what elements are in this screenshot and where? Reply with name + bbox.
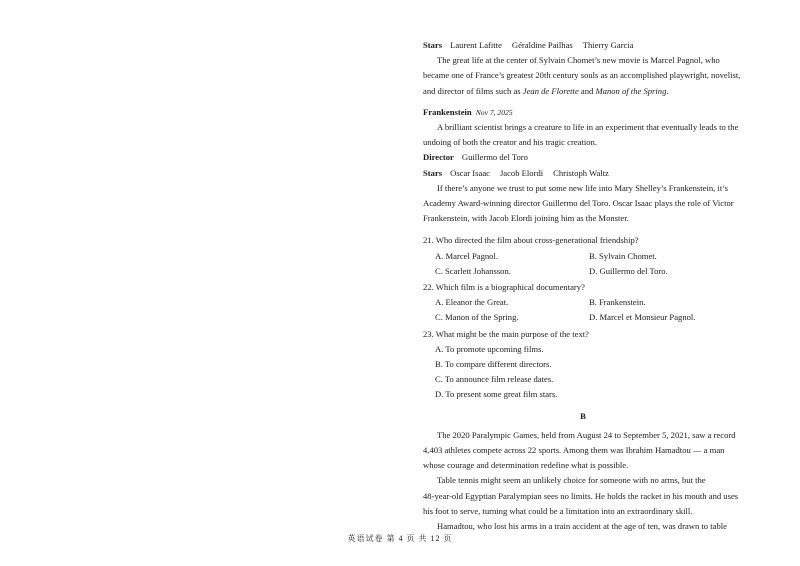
stars-line-pagnol (423, 38, 743, 53)
answer-option: A. Marcel Pagnol. (435, 250, 499, 261)
stars-label: Stars (423, 167, 443, 178)
paragraph-line: If there’s anyone we trust to put some new life into Mary Shelley’s Frankenstein, it’s (437, 182, 728, 193)
star-name: Laurent Lafitte (450, 40, 502, 50)
question-stem: 23. What might be the main purpose of the text? (423, 328, 589, 339)
stars-label: Stars (423, 40, 443, 50)
question-stem: 22. Which film is a biographical documentary? (423, 282, 585, 293)
answer-option: C. Scarlett Johansson. (435, 265, 511, 276)
option-row (423, 264, 743, 279)
star-name: Jacob Elordi (499, 167, 544, 178)
paragraph-line: became one of France’s greatest 20th century souls as an accomplished playwright, novelist, (423, 70, 741, 81)
answer-option: B. Frankenstein. (589, 297, 646, 308)
paragraph-line: Hamadtou, who lost his arms in a train accident at the age of ten, was drawn to table (437, 521, 727, 532)
paragraph-line: Academy Award-winning director Guillermo del Toro. Oscar Isaac plays the role of Victor (423, 198, 734, 209)
star-name: Christoph Waltz (553, 167, 609, 178)
answer-option: B. To compare different directors. (435, 359, 552, 370)
film-heading-frankenstein (423, 105, 743, 120)
paragraph-line: Frankenstein, with Jacob Elordi joining him as the Monster. (423, 213, 629, 224)
paragraph-line: The great life at the center of Sylvain Chomet’s new movie is Marcel Pagnol, who (437, 55, 720, 66)
synopsis-line: undoing of both the creator and his tragic creation. (423, 137, 597, 148)
film-title: Frankenstein (423, 106, 472, 117)
option-row (423, 295, 743, 310)
section-heading: B (580, 410, 586, 421)
question-stem: 21. Who directed the film about cross-generational friendship? (423, 235, 639, 246)
answer-option: D. Marcel et Monsieur Pagnol. (589, 312, 696, 323)
director-line (423, 150, 743, 165)
star-name: Oscar Isaac (450, 167, 490, 178)
paragraph-line: his foot to serve, turning what could be a limitation into an extraordinary skill. (423, 505, 693, 516)
answer-option: D. Guillermo del Toro. (589, 265, 668, 276)
paragraph-line: Table tennis might seem an unlikely choice for someone with no arms, but the (437, 475, 706, 486)
answer-option: C. To announce film release dates. (435, 374, 554, 385)
page-footer: 英语试卷 第 4 页 共 12 页 (347, 534, 453, 543)
film-title: Jean de Florette (522, 85, 579, 96)
film-title: Manon of the Spring (595, 85, 667, 96)
paragraph-line: whose courage and determination redefine what is possible. (423, 460, 629, 471)
synopsis-line: A brilliant scientist brings a creature to life in an experiment that eventually leads to the (437, 122, 739, 133)
release-date: Nov 7, 2025 (475, 107, 513, 117)
star-name: Thierry Garcia (582, 40, 634, 50)
director-name: Guillermo del Toro (461, 152, 528, 163)
option-row (423, 310, 743, 325)
paragraph-line: 48-year-old Egyptian Paralympian sees no limits. He holds the racket in his mouth and uses (423, 490, 739, 501)
paragraph-line: The 2020 Paralympic Games, held from August 24 to September 5, 2021, saw a record (437, 429, 736, 440)
answer-option: A. To promote upcoming films. (435, 343, 544, 354)
answer-option: B. Sylvain Chomet. (589, 250, 657, 261)
answer-option: A. Eleanor the Great. (435, 297, 509, 308)
director-label: Director (423, 152, 454, 163)
answer-option: C. Manon of the Spring. (435, 312, 519, 323)
stars-line-frankenstein (423, 166, 743, 181)
text-column (423, 38, 743, 534)
option-row (423, 249, 743, 264)
answer-option: D. To present some great film stars. (435, 389, 558, 400)
paragraph-line-titles: and director of films such as Jean de Florette and Manon of the Spring. (423, 85, 669, 96)
star-name: Géraldine Pailhas (511, 40, 573, 50)
paragraph-line: 4,403 athletes compete across 22 sports. Among them was Ibrahim Hamadtou — a man (423, 445, 725, 456)
